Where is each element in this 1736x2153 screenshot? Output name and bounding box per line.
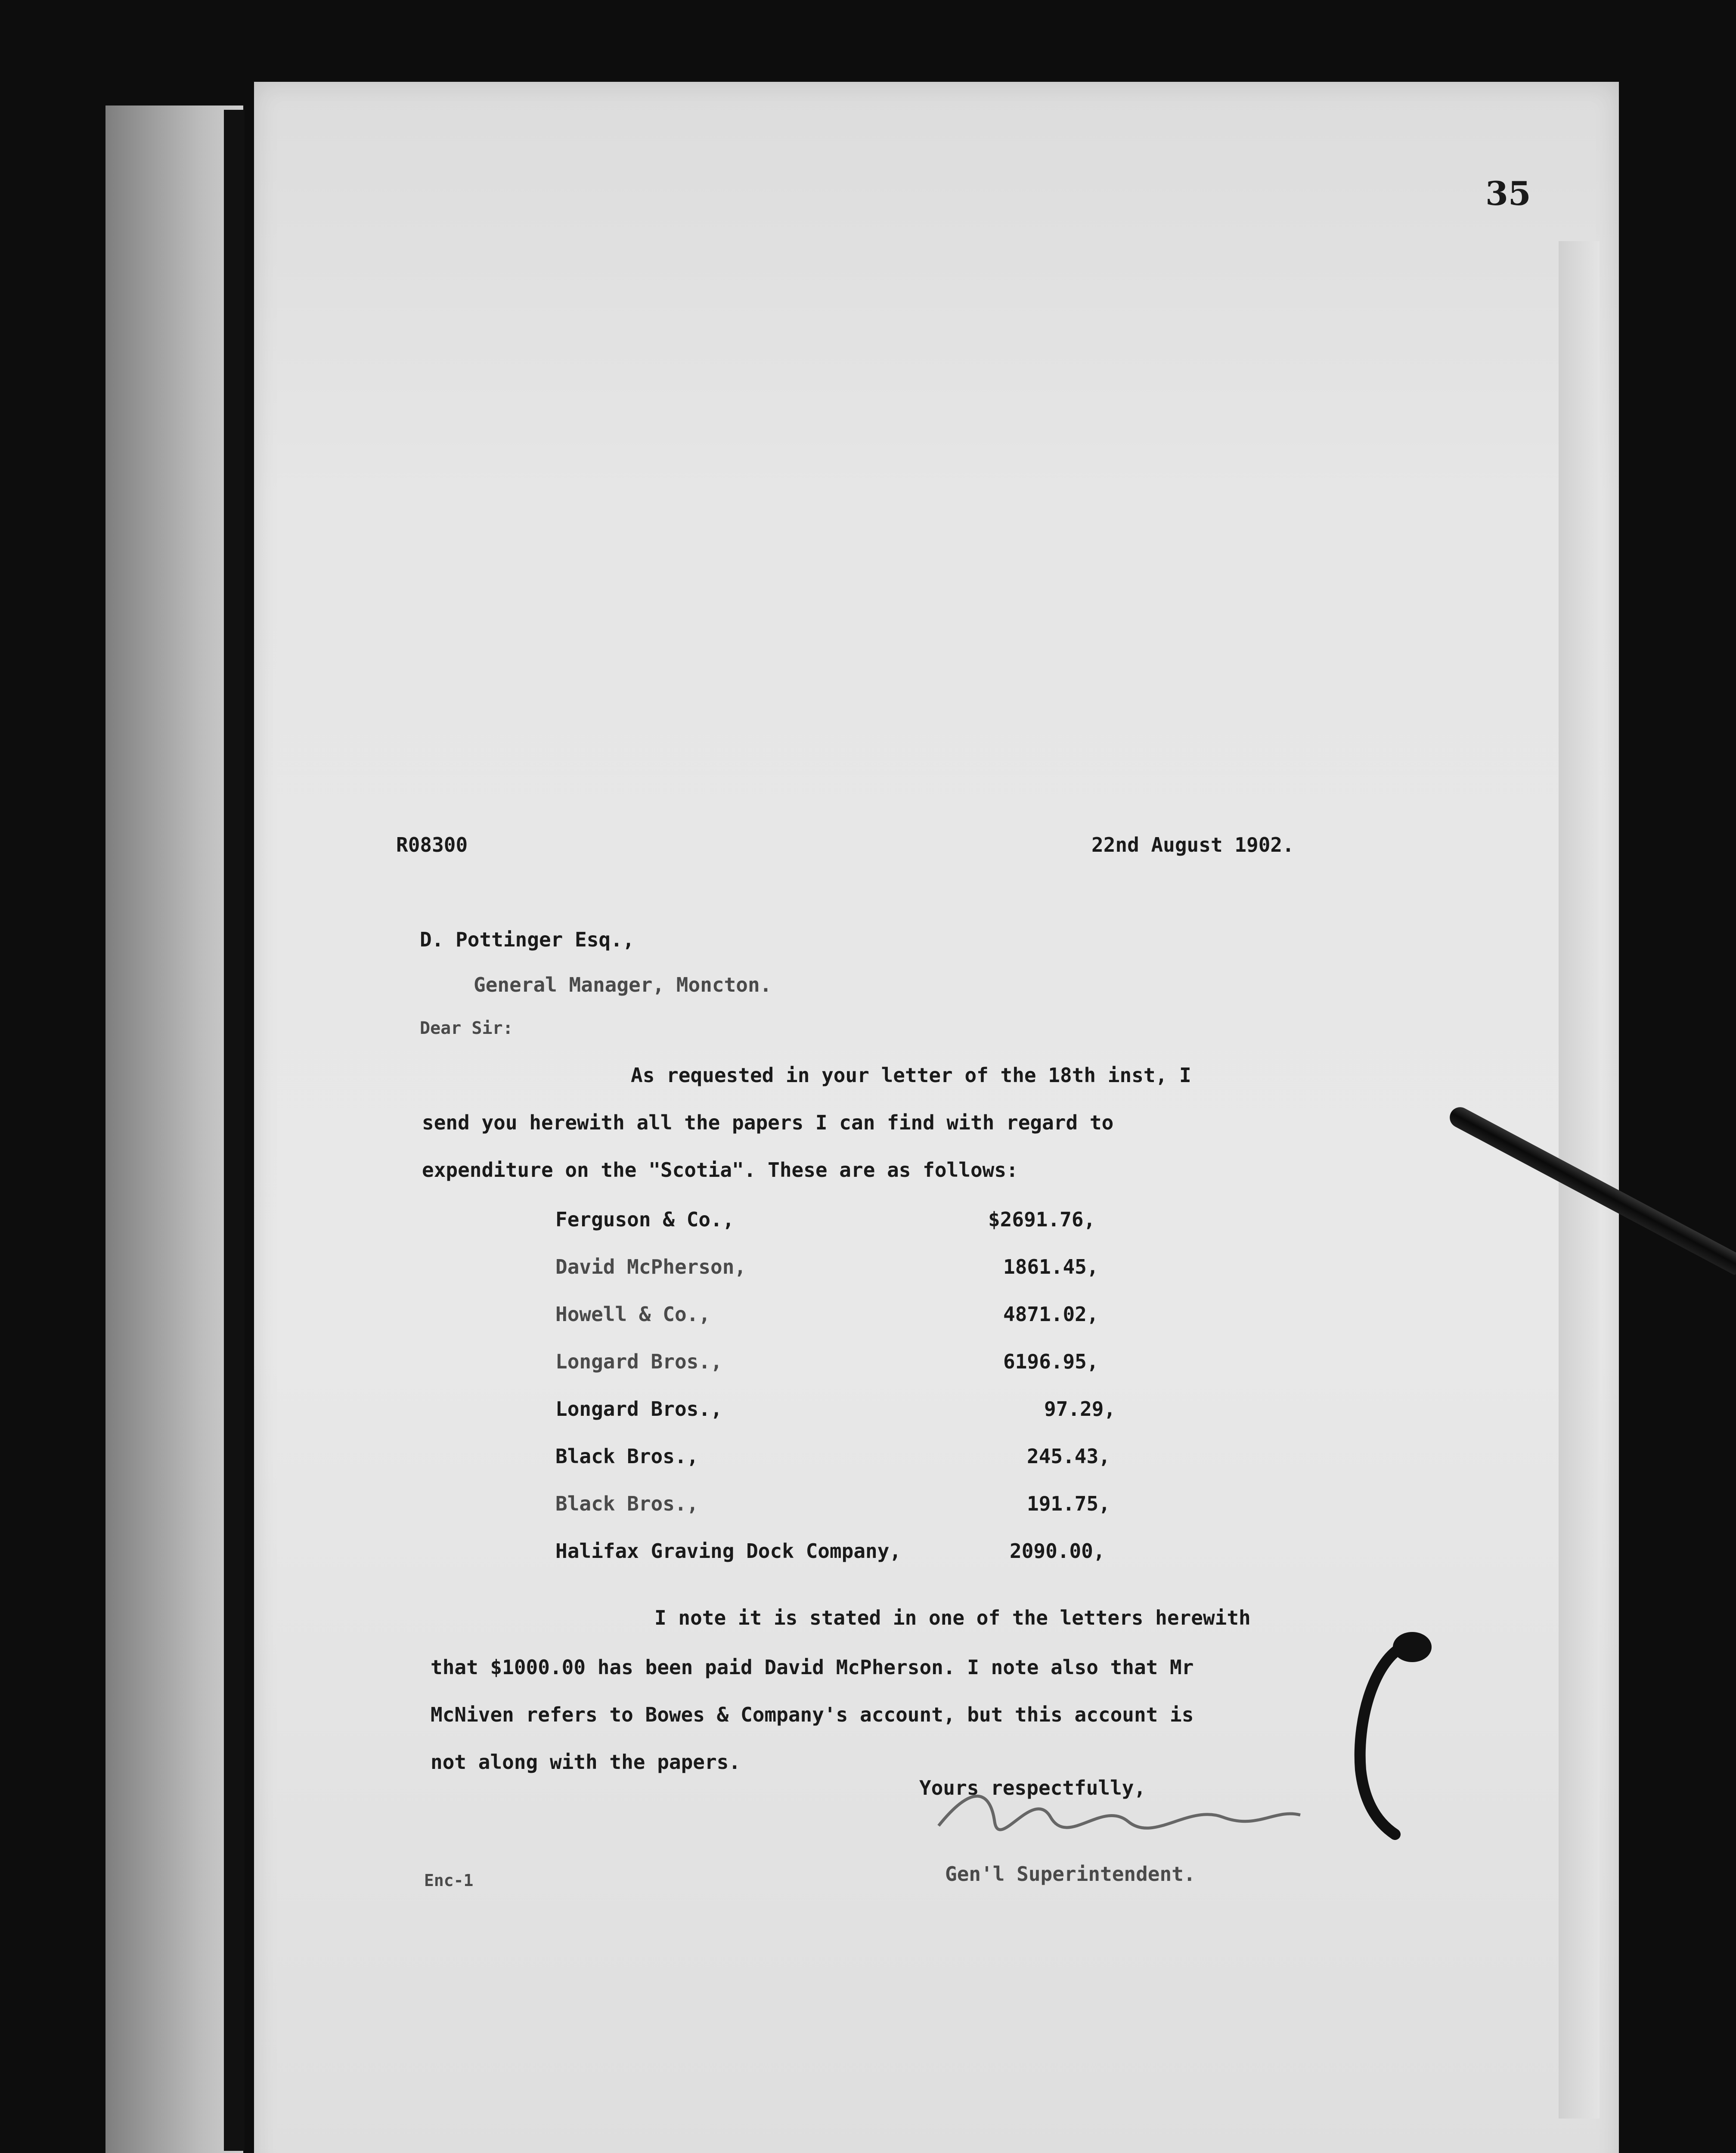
item-amount: $2691.76, — [988, 1208, 1096, 1231]
recipient-title: General Manager, Moncton. — [474, 973, 772, 996]
item-name: Black Bros., — [555, 1492, 699, 1515]
item-amount: 2090.00, — [1010, 1539, 1105, 1563]
recipient-name: D. Pottinger Esq., — [420, 928, 635, 951]
signature — [921, 1774, 1309, 1843]
item-name: Longard Bros., — [555, 1397, 722, 1421]
paragraph2-line3: McNiven refers to Bowes & Company's account, but this account is — [431, 1703, 1194, 1726]
paragraph2-line2: that $1000.00 has been paid David McPherson. I note also that Mr — [431, 1656, 1194, 1679]
item-name: Howell & Co., — [555, 1303, 711, 1326]
item-name: Ferguson & Co., — [555, 1208, 735, 1231]
signature-title: Gen'l Superintendent. — [945, 1862, 1196, 1886]
item-name: Longard Bros., — [555, 1350, 722, 1373]
paragraph2-line4: not along with the papers. — [431, 1750, 741, 1774]
letter-date: 22nd August 1902. — [1091, 833, 1294, 856]
reference-number: R08300 — [396, 833, 468, 856]
pencil-bracket-mark — [1326, 1628, 1438, 1852]
binding-shadow — [224, 110, 245, 2151]
item-amount: 245.43, — [1027, 1445, 1110, 1468]
item-name: Black Bros., — [555, 1445, 699, 1468]
item-name: Halifax Graving Dock Company, — [555, 1539, 902, 1563]
item-amount: 1861.45, — [1003, 1255, 1099, 1278]
page-number: 35 — [1485, 174, 1531, 213]
paragraph1-line3: expenditure on the "Scotia". These are as follows: — [422, 1158, 1018, 1182]
paragraph1-line1: As requested in your letter of the 18th inst, I — [631, 1064, 1191, 1087]
salutation: Dear Sir: — [420, 1018, 513, 1038]
item-amount: 6196.95, — [1003, 1350, 1099, 1373]
item-name: David McPherson, — [555, 1255, 747, 1278]
underlying-page-edge — [105, 105, 243, 2153]
item-amount: 97.29, — [1044, 1397, 1116, 1421]
paragraph2-line1: I note it is stated in one of the letters herewith — [654, 1606, 1251, 1629]
initials: Enc-1 — [424, 1871, 474, 1890]
item-amount: 191.75, — [1027, 1492, 1110, 1515]
paragraph1-line2: send you herewith all the papers I can find with regard to — [422, 1111, 1114, 1134]
closing: Yours respectfully, — [919, 1776, 1146, 1799]
item-amount: 4871.02, — [1003, 1303, 1099, 1326]
